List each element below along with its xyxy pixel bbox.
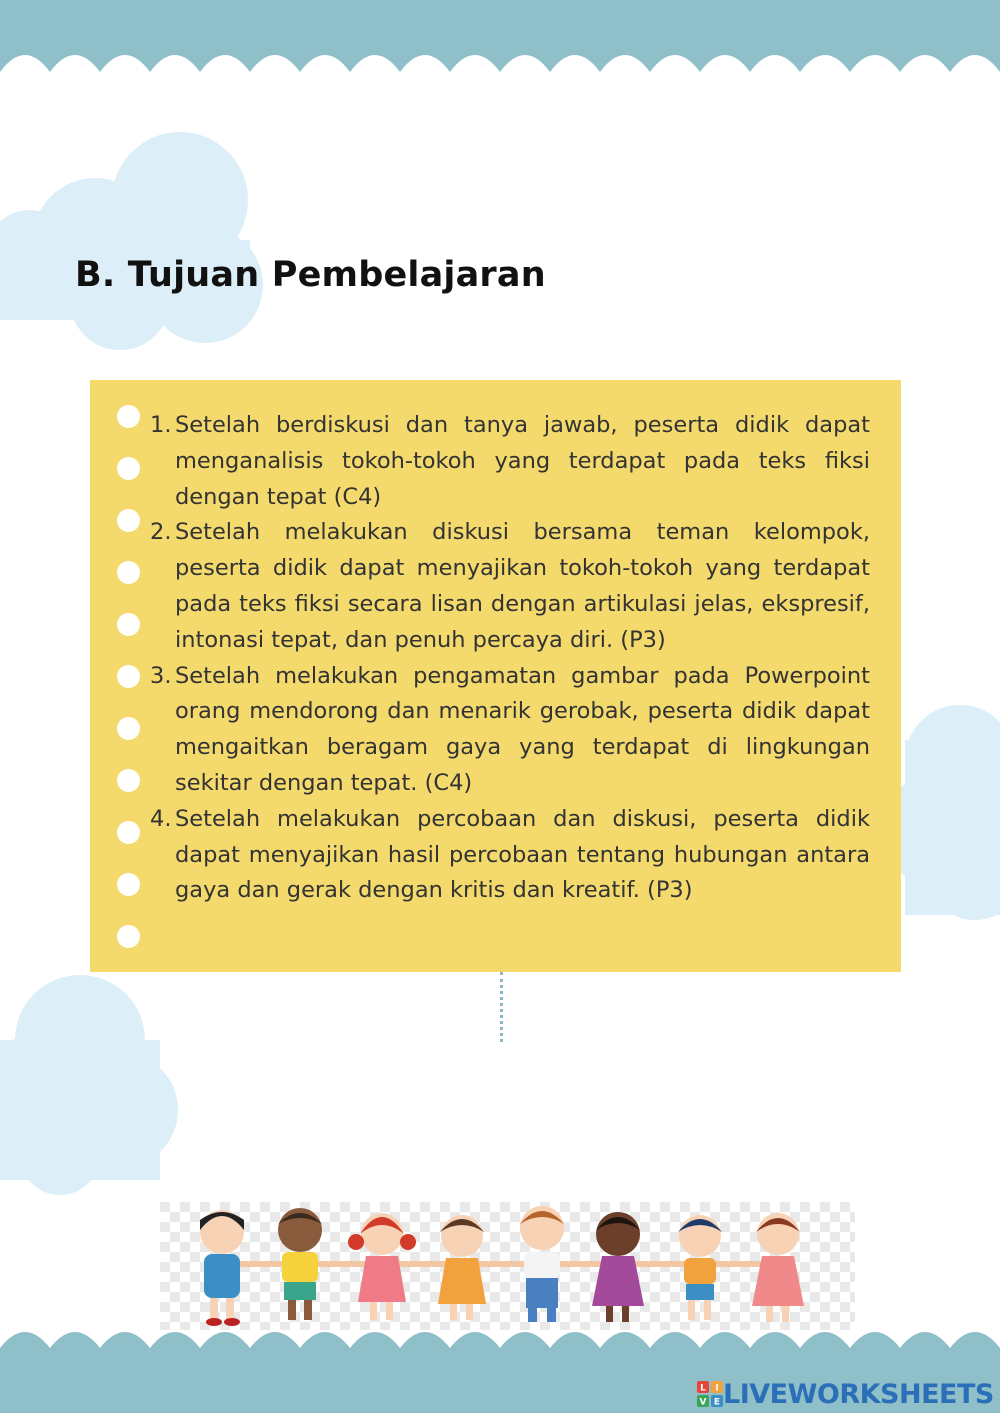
objective-item	[150, 659, 870, 802]
objective-item	[150, 408, 870, 515]
binder-hole	[117, 405, 140, 428]
objective-number: 4.	[150, 805, 172, 832]
binder-hole	[117, 769, 140, 792]
children-illustration	[160, 1202, 855, 1330]
cloud-top-left	[0, 132, 263, 350]
objective-number: 3.	[150, 662, 172, 689]
logo-letter: L	[700, 1383, 706, 1394]
brand-name: LIVEWORKSHEETS	[723, 1378, 994, 1410]
binder-hole	[117, 509, 140, 532]
objective-number: 1.	[150, 412, 172, 438]
cloud-bottom-left	[0, 975, 178, 1195]
logo-letter: E	[713, 1397, 721, 1407]
binder-hole	[117, 717, 140, 740]
objective-text: Setelah melakukan diskusi bersama teman kelompok, peserta didik dapat menyajikan tokoh-tokoh yang terdapat pada teks fiksi secara lisan dengan artikulasi jelas, ekspresif, intonasi tepat, dan penuh percaya diri. (P3)	[175, 519, 870, 653]
section-title: B. Tujuan Pembelajaran	[75, 255, 546, 295]
liveworksheets-brand	[697, 1378, 994, 1410]
objective-item	[150, 802, 870, 909]
child-figure-5	[520, 1206, 564, 1322]
child-figure-8	[752, 1213, 804, 1322]
binder-hole	[117, 561, 140, 584]
objectives-list	[150, 408, 870, 909]
liveworksheets-logo-icon	[697, 1381, 723, 1407]
binder-hole	[117, 925, 140, 948]
binder-hole	[117, 873, 140, 896]
binder-hole	[117, 665, 140, 688]
objective-number: 2.	[150, 519, 172, 546]
dotted-divider	[500, 972, 503, 1042]
binder-hole	[117, 613, 140, 636]
objective-item	[150, 515, 870, 658]
top-scallop-border	[0, 0, 1000, 80]
binder-hole	[117, 821, 140, 844]
objective-text: Setelah melakukan percobaan dan diskusi, peserta didik dapat menyajikan hasil percobaan tentang hubungan antara gaya dan gerak dengan kritis dan kreatif. (P3)	[175, 805, 870, 904]
logo-letter: V	[699, 1397, 707, 1407]
objective-text: Setelah berdiskusi dan tanya jawab, peserta didik dapat menganalisis tokoh-tokoh yang terdapat pada teks fiksi dengan tepat (C4)	[175, 412, 870, 510]
logo-letter: I	[715, 1383, 719, 1394]
binder-hole	[117, 457, 140, 480]
objective-text: Setelah melakukan pengamatan gambar pada Powerpoint orang mendorong dan menarik gerobak, peserta didik dapat mengaitkan beragam gaya yang terdapat di lingkungan sekitar dengan tepat. (C4)	[175, 662, 870, 796]
